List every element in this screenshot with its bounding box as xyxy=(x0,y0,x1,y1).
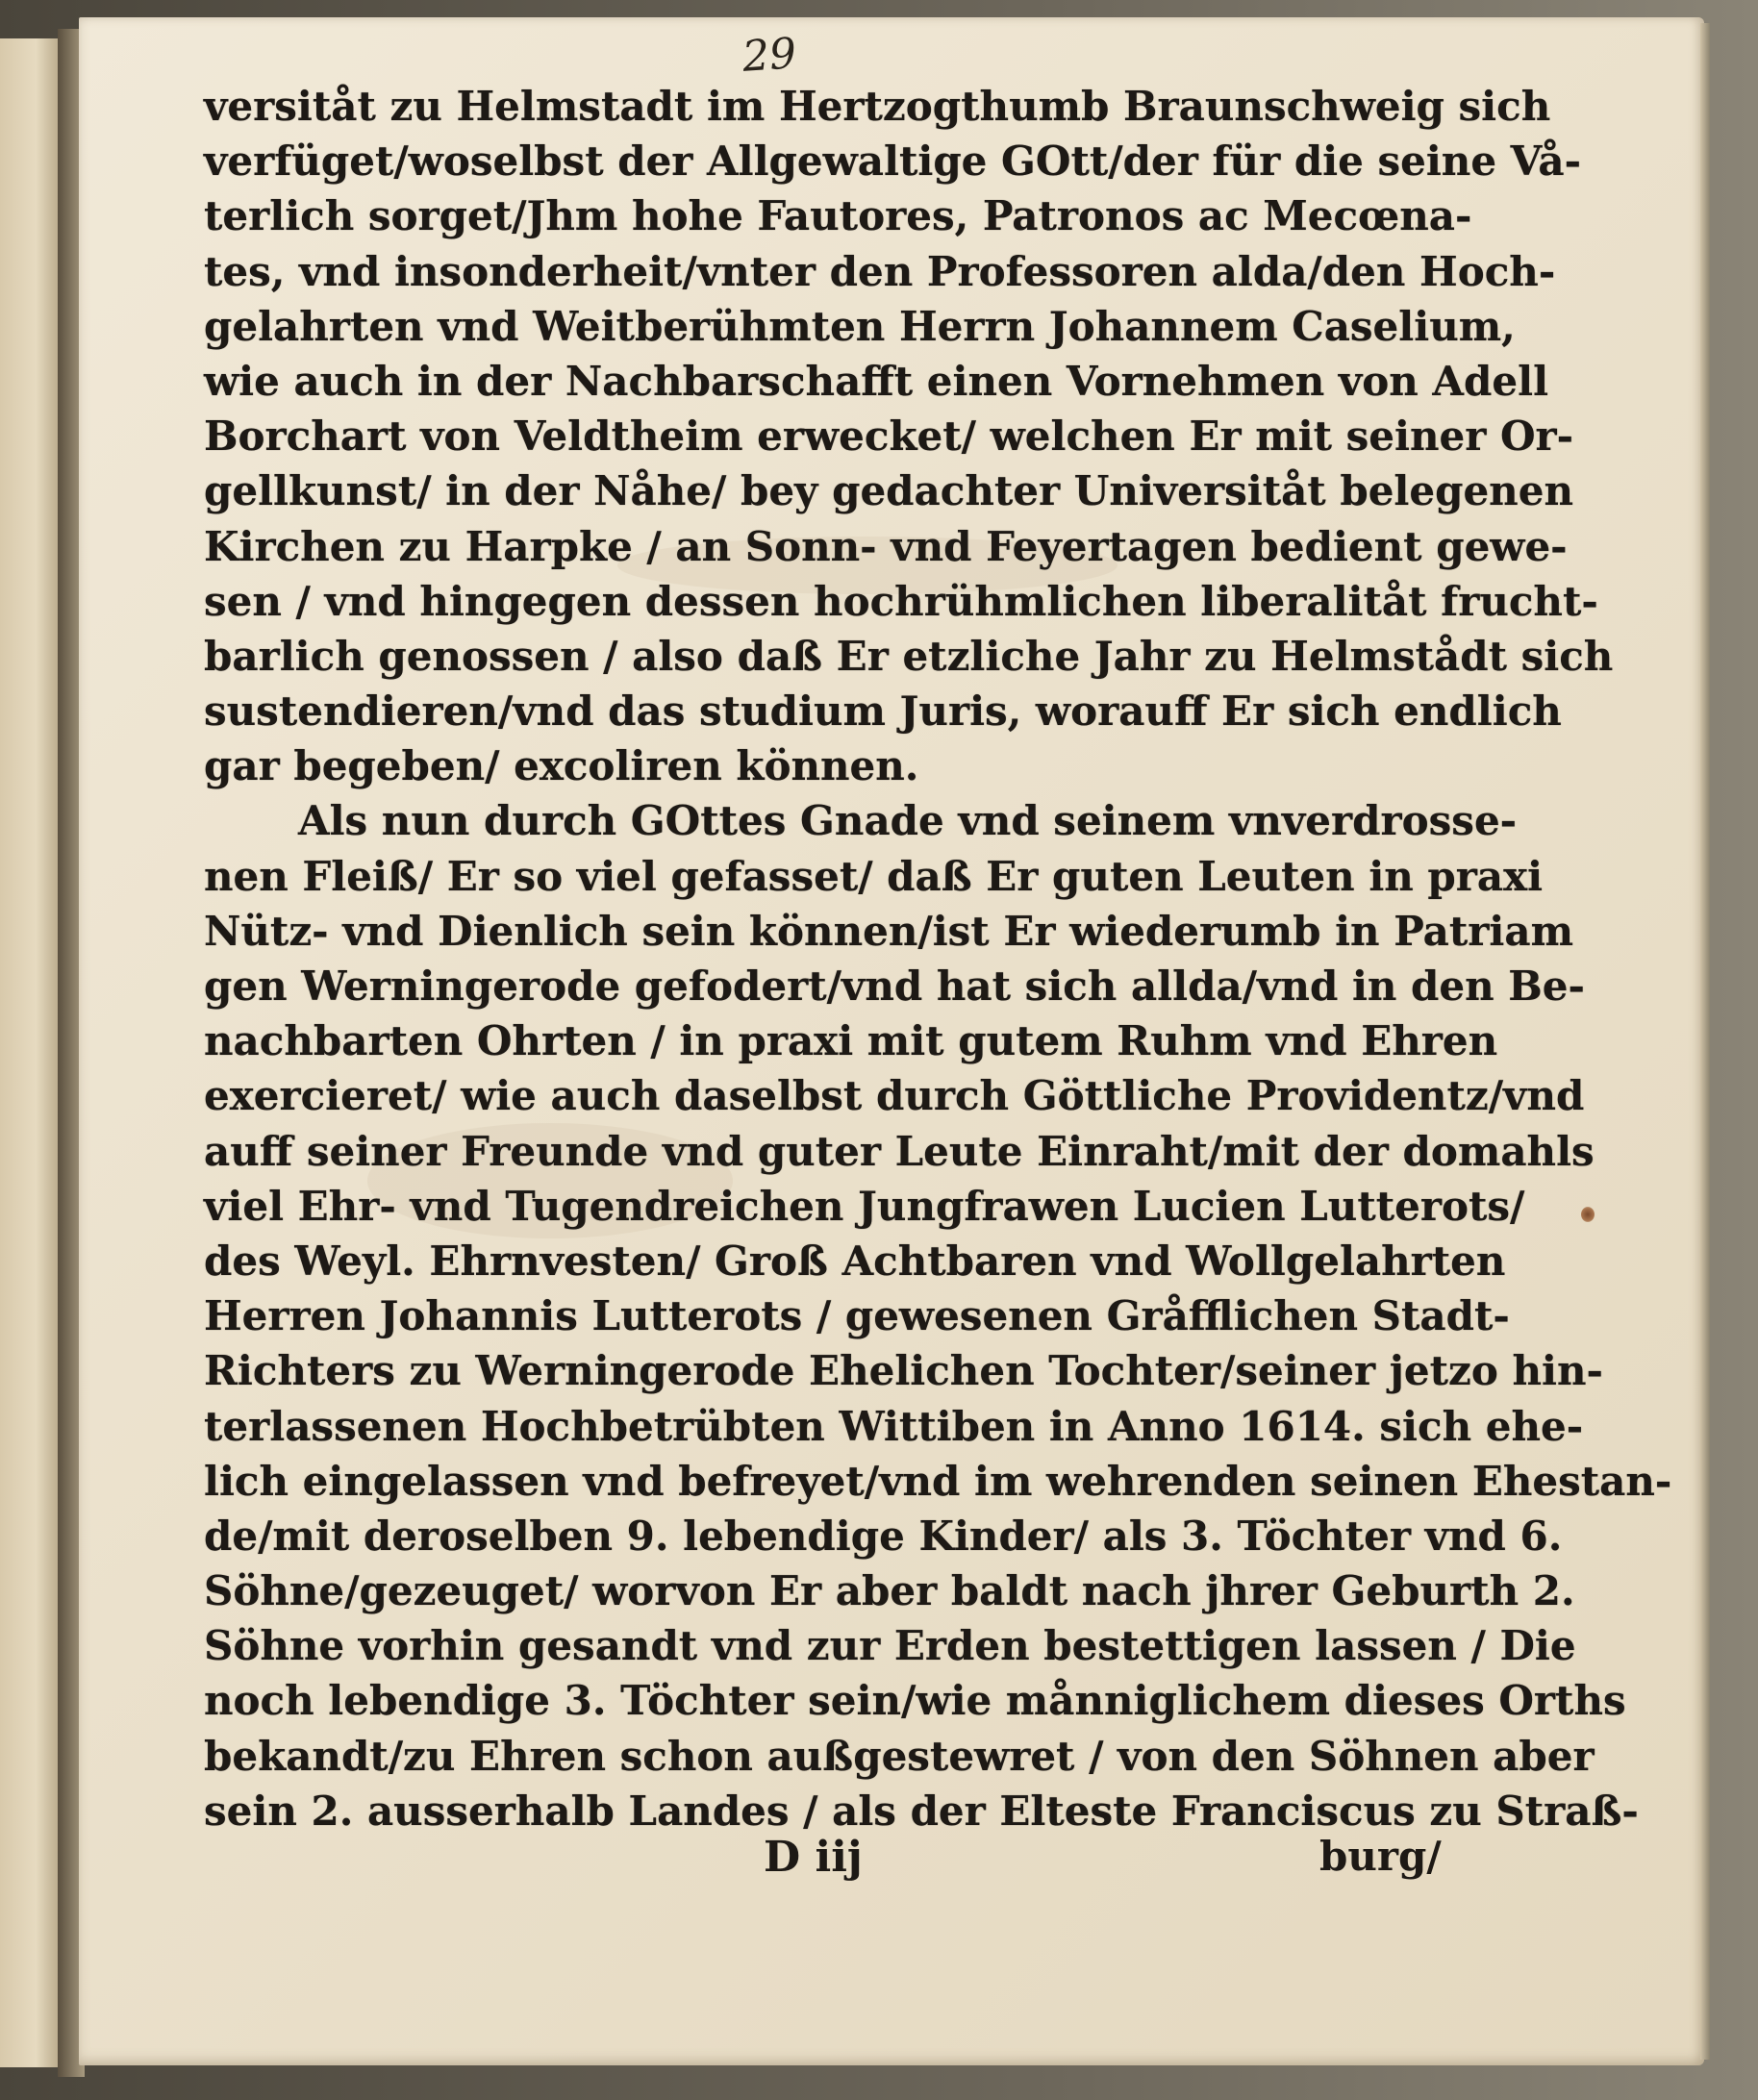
text-line: nachbarten Ohrten / in praxi mit gutem Ruhm vnd Ehren xyxy=(204,1017,1498,1065)
text-line: des Weyl. Ehrnvesten/ Groß Achtbaren vnd Wollgelahrten xyxy=(204,1237,1506,1285)
text-line: wie auch in der Nachbarschafft einen Vornehmen von Adell xyxy=(204,357,1549,405)
text-line: gellkunst/ in der Nåhe/ bey gedachter Universitåt belegenen xyxy=(204,467,1573,515)
text-line: Richters zu Werningerode Ehelichen Tochter/seiner jetzo hin- xyxy=(204,1347,1603,1395)
text-line: terlich sorget/Jhm hohe Fautores, Patronos ac Mecœna- xyxy=(204,192,1472,240)
text-line: exercieret/ wie auch daselbst durch Göttliche Providentz/vnd xyxy=(204,1072,1585,1120)
text-line: Nütz- vnd Dienlich sein können/ist Er wiederumb in Patriam xyxy=(204,907,1574,955)
catchword: burg/ xyxy=(1319,1833,1442,1880)
text-line: terlassenen Hochbetrübten Wittiben in Anno 1614. sich ehe- xyxy=(204,1402,1584,1450)
page-edge xyxy=(1700,23,1710,2060)
text-line: verfüget/woselbst der Allgewaltige GOtt/der für die seine Vå- xyxy=(204,138,1582,186)
text-line: viel Ehr- vnd Tugendreichen Jungfrawen Lucien Lutterots/ xyxy=(204,1182,1525,1230)
text-line: Borchart von Veldtheim erwecket/ welchen Er mit seiner Or- xyxy=(204,412,1574,461)
text-line: auff seiner Freunde vnd guter Leute Einraht/mit der domahls xyxy=(204,1127,1595,1175)
text-line: gar begeben/ excoliren können. xyxy=(204,742,919,790)
text-line: Herren Johannis Lutterots / gewesenen Gråfflichen Stadt- xyxy=(204,1292,1510,1340)
text-line: nen Fleiß/ Er so viel gefasset/ daß Er guten Leuten in praxi xyxy=(204,852,1544,900)
text-line: barlich genossen / also daß Er etzliche Jahr zu Helmstådt sich xyxy=(204,632,1614,680)
text-line: Söhne vorhin gesandt vnd zur Erden bestettigen lassen / Die xyxy=(204,1622,1576,1670)
text-line: Kirchen zu Harpke / an Sonn- vnd Feyertagen bedient gewe- xyxy=(204,522,1568,570)
text-line: lich eingelassen vnd befreyet/vnd im wehrenden seinen Ehestan- xyxy=(204,1457,1672,1505)
text-line: Als nun durch GOttes Gnade vnd seinem vnverdrosse- xyxy=(298,797,1518,845)
text-line: tes, vnd insonderheit/vnter den Professoren alda/den Hoch- xyxy=(204,247,1556,295)
signature-mark: D iij xyxy=(764,1833,863,1882)
text-line: gelahrten vnd Weitberühmten Herrn Johannem Caselium, xyxy=(204,302,1516,350)
page-number: 29 xyxy=(741,29,798,82)
text-line: sen / vnd hingegen dessen hochrühmlichen liberalitåt frucht- xyxy=(204,577,1598,625)
text-line: sustendieren/vnd das studium Juris, worauff Er sich endlich xyxy=(204,688,1562,736)
text-line: versitåt zu Helmstadt im Hertzogthumb Braunschweig sich xyxy=(204,83,1551,130)
text-line: gen Werningerode gefodert/vnd hat sich allda/vnd in den Be- xyxy=(204,962,1585,1010)
text-line: noch lebendige 3. Töchter sein/wie månniglichem dieses Orths xyxy=(204,1677,1626,1725)
text-line: Söhne/gezeuget/ worvon Er aber baldt nach jhrer Geburth 2. xyxy=(204,1567,1575,1615)
text-line: bekandt/zu Ehren schon außgestewret / von den Söhnen aber xyxy=(204,1732,1595,1780)
book-page xyxy=(79,17,1704,2065)
facing-page-edge xyxy=(0,38,63,2067)
foxing-spot xyxy=(1581,1207,1595,1222)
text-line: de/mit deroselben 9. lebendige Kinder/ als 3. Töchter vnd 6. xyxy=(204,1512,1563,1560)
page-text xyxy=(204,79,1672,1838)
text-line: sein 2. ausserhalb Landes / als der Elteste Franciscus zu Straß- xyxy=(204,1787,1639,1835)
